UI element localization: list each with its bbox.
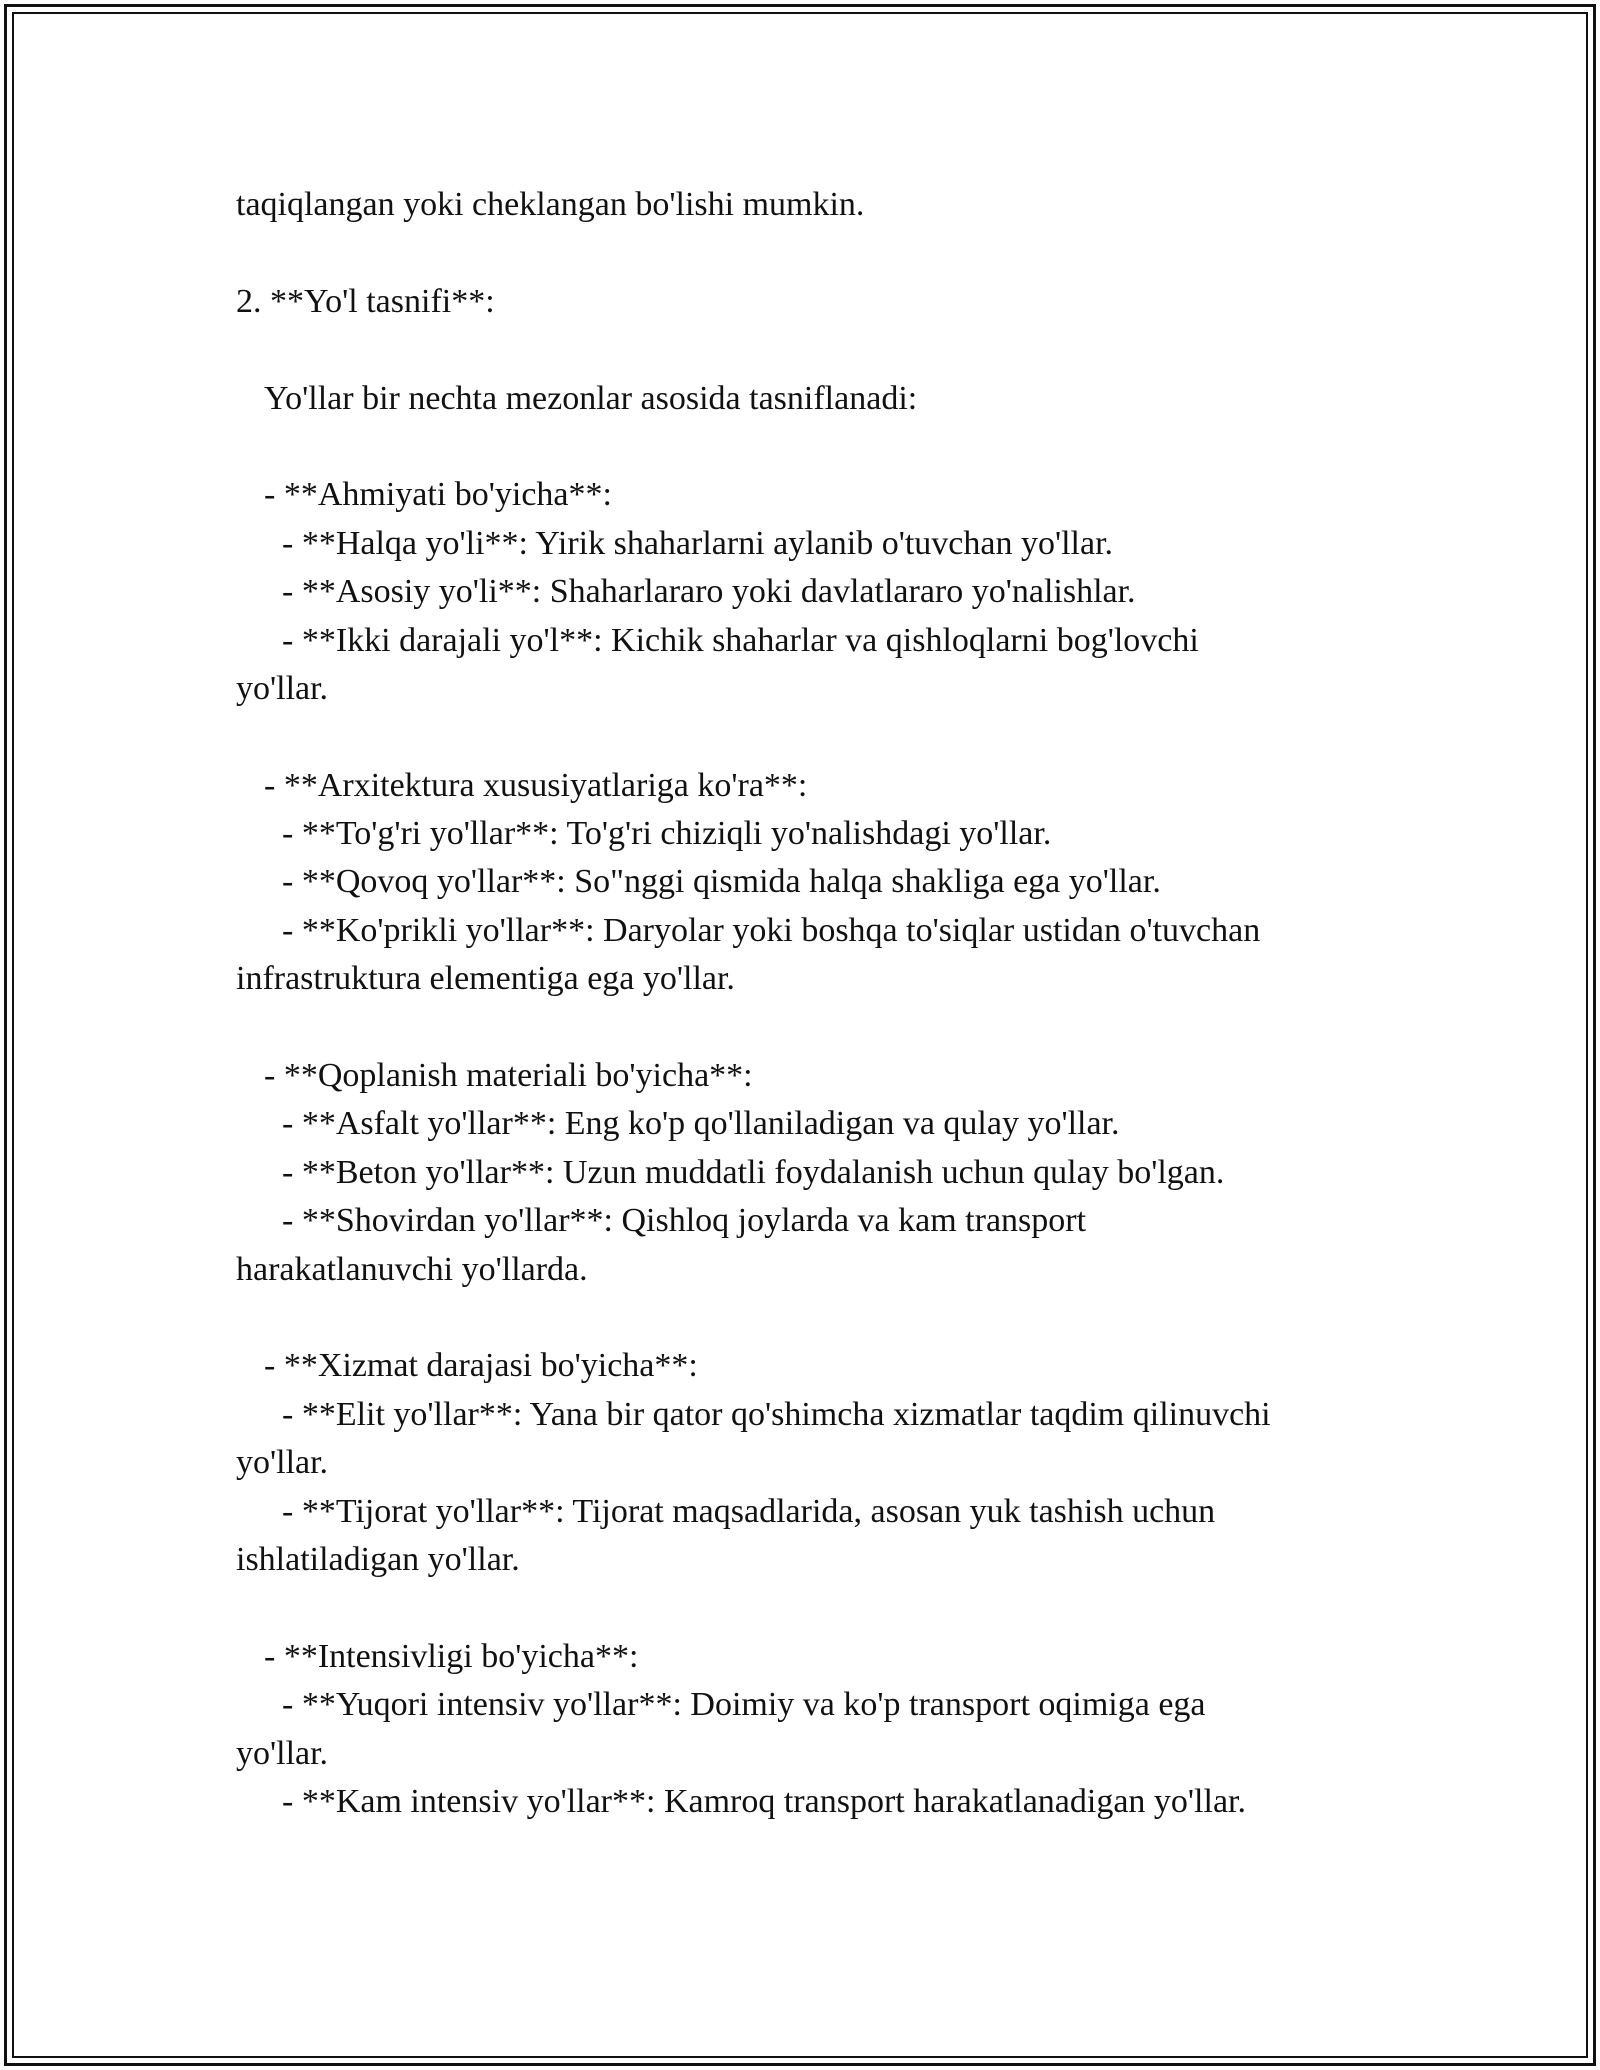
blank-line bbox=[236, 1294, 1366, 1342]
text-line: - **Yuqori intensiv yo'llar**: Doimiy va ko'p transport oqimiga ega bbox=[282, 1686, 1206, 1724]
text-line: ishlatiladigan yo'llar. bbox=[236, 1540, 520, 1578]
document-body bbox=[236, 181, 1366, 1826]
text-line: - **Halqa yo'li**: Yirik shaharlarni aylanib o'tuvchan yo'llar. bbox=[282, 524, 1114, 562]
text-line: - **To'g'ri yo'llar**: To'g'ri chiziqli yo'nalishdagi yo'llar. bbox=[282, 815, 1052, 853]
text-line: Yo'llar bir nechta mezonlar asosida tasniflanadi: bbox=[264, 379, 918, 417]
text-line: yo'llar. bbox=[236, 1734, 329, 1772]
text-line: - **Tijorat yo'llar**: Tijorat maqsadlarida, asosan yuk tashish uchun bbox=[282, 1492, 1216, 1530]
blank-line bbox=[236, 326, 1366, 374]
text-line: - **Qoplanish materiali bo'yicha**: bbox=[264, 1057, 753, 1095]
text-line: - **Asosiy yo'li**: Shaharlararo yoki davlatlararo yo'nalishlar. bbox=[282, 573, 1136, 611]
text-line: - **Ahmiyati bo'yicha**: bbox=[264, 476, 612, 514]
text-line: 2. **Yo'l tasnifi**: bbox=[236, 282, 495, 320]
blank-line bbox=[236, 423, 1366, 471]
text-line: harakatlanuvchi yo'llarda. bbox=[236, 1250, 588, 1288]
text-line: taqiqlangan yoki cheklangan bo'lishi mumkin. bbox=[236, 186, 865, 223]
text-line: - **Qovoq yo'llar**: So"nggi qismida halqa shakliga ega yo'llar. bbox=[282, 863, 1161, 901]
text-line: - **Beton yo'llar**: Uzun muddatli foydalanish uchun qulay bo'lgan. bbox=[282, 1153, 1225, 1191]
text-line: - **Arxitektura xususiyatlariga ko'ra**: bbox=[264, 766, 808, 804]
text-line: - **Intensivligi bo'yicha**: bbox=[264, 1637, 639, 1675]
text-line: - **Asfalt yo'llar**: Eng ko'p qo'llaniladigan va qulay yo'llar. bbox=[282, 1105, 1120, 1143]
blank-line bbox=[236, 1004, 1366, 1052]
text-line: yo'llar. bbox=[236, 669, 329, 707]
text-line: - **Shovirdan yo'llar**: Qishloq joylarda va kam transport bbox=[282, 1202, 1087, 1240]
text-line: - **Elit yo'llar**: Yana bir qator qo'shimcha xizmatlar taqdim qilinuvchi bbox=[282, 1395, 1271, 1433]
text-line: yo'llar. bbox=[236, 1444, 329, 1482]
blank-line bbox=[236, 1584, 1366, 1632]
blank-line bbox=[236, 229, 1366, 277]
blank-line bbox=[236, 713, 1366, 761]
text-line: - **Ko'prikli yo'llar**: Daryolar yoki boshqa to'siqlar ustidan o'tuvchan bbox=[282, 911, 1261, 949]
text-line: - **Ikki darajali yo'l**: Kichik shaharlar va qishloqlarni bog'lovchi bbox=[282, 621, 1199, 659]
text-line: - **Xizmat darajasi bo'yicha**: bbox=[264, 1347, 698, 1385]
text-line: infrastruktura elementiga ega yo'llar. bbox=[236, 960, 735, 998]
text-line: - **Kam intensiv yo'llar**: Kamroq transport harakatlanadigan yo'llar. bbox=[282, 1782, 1246, 1820]
